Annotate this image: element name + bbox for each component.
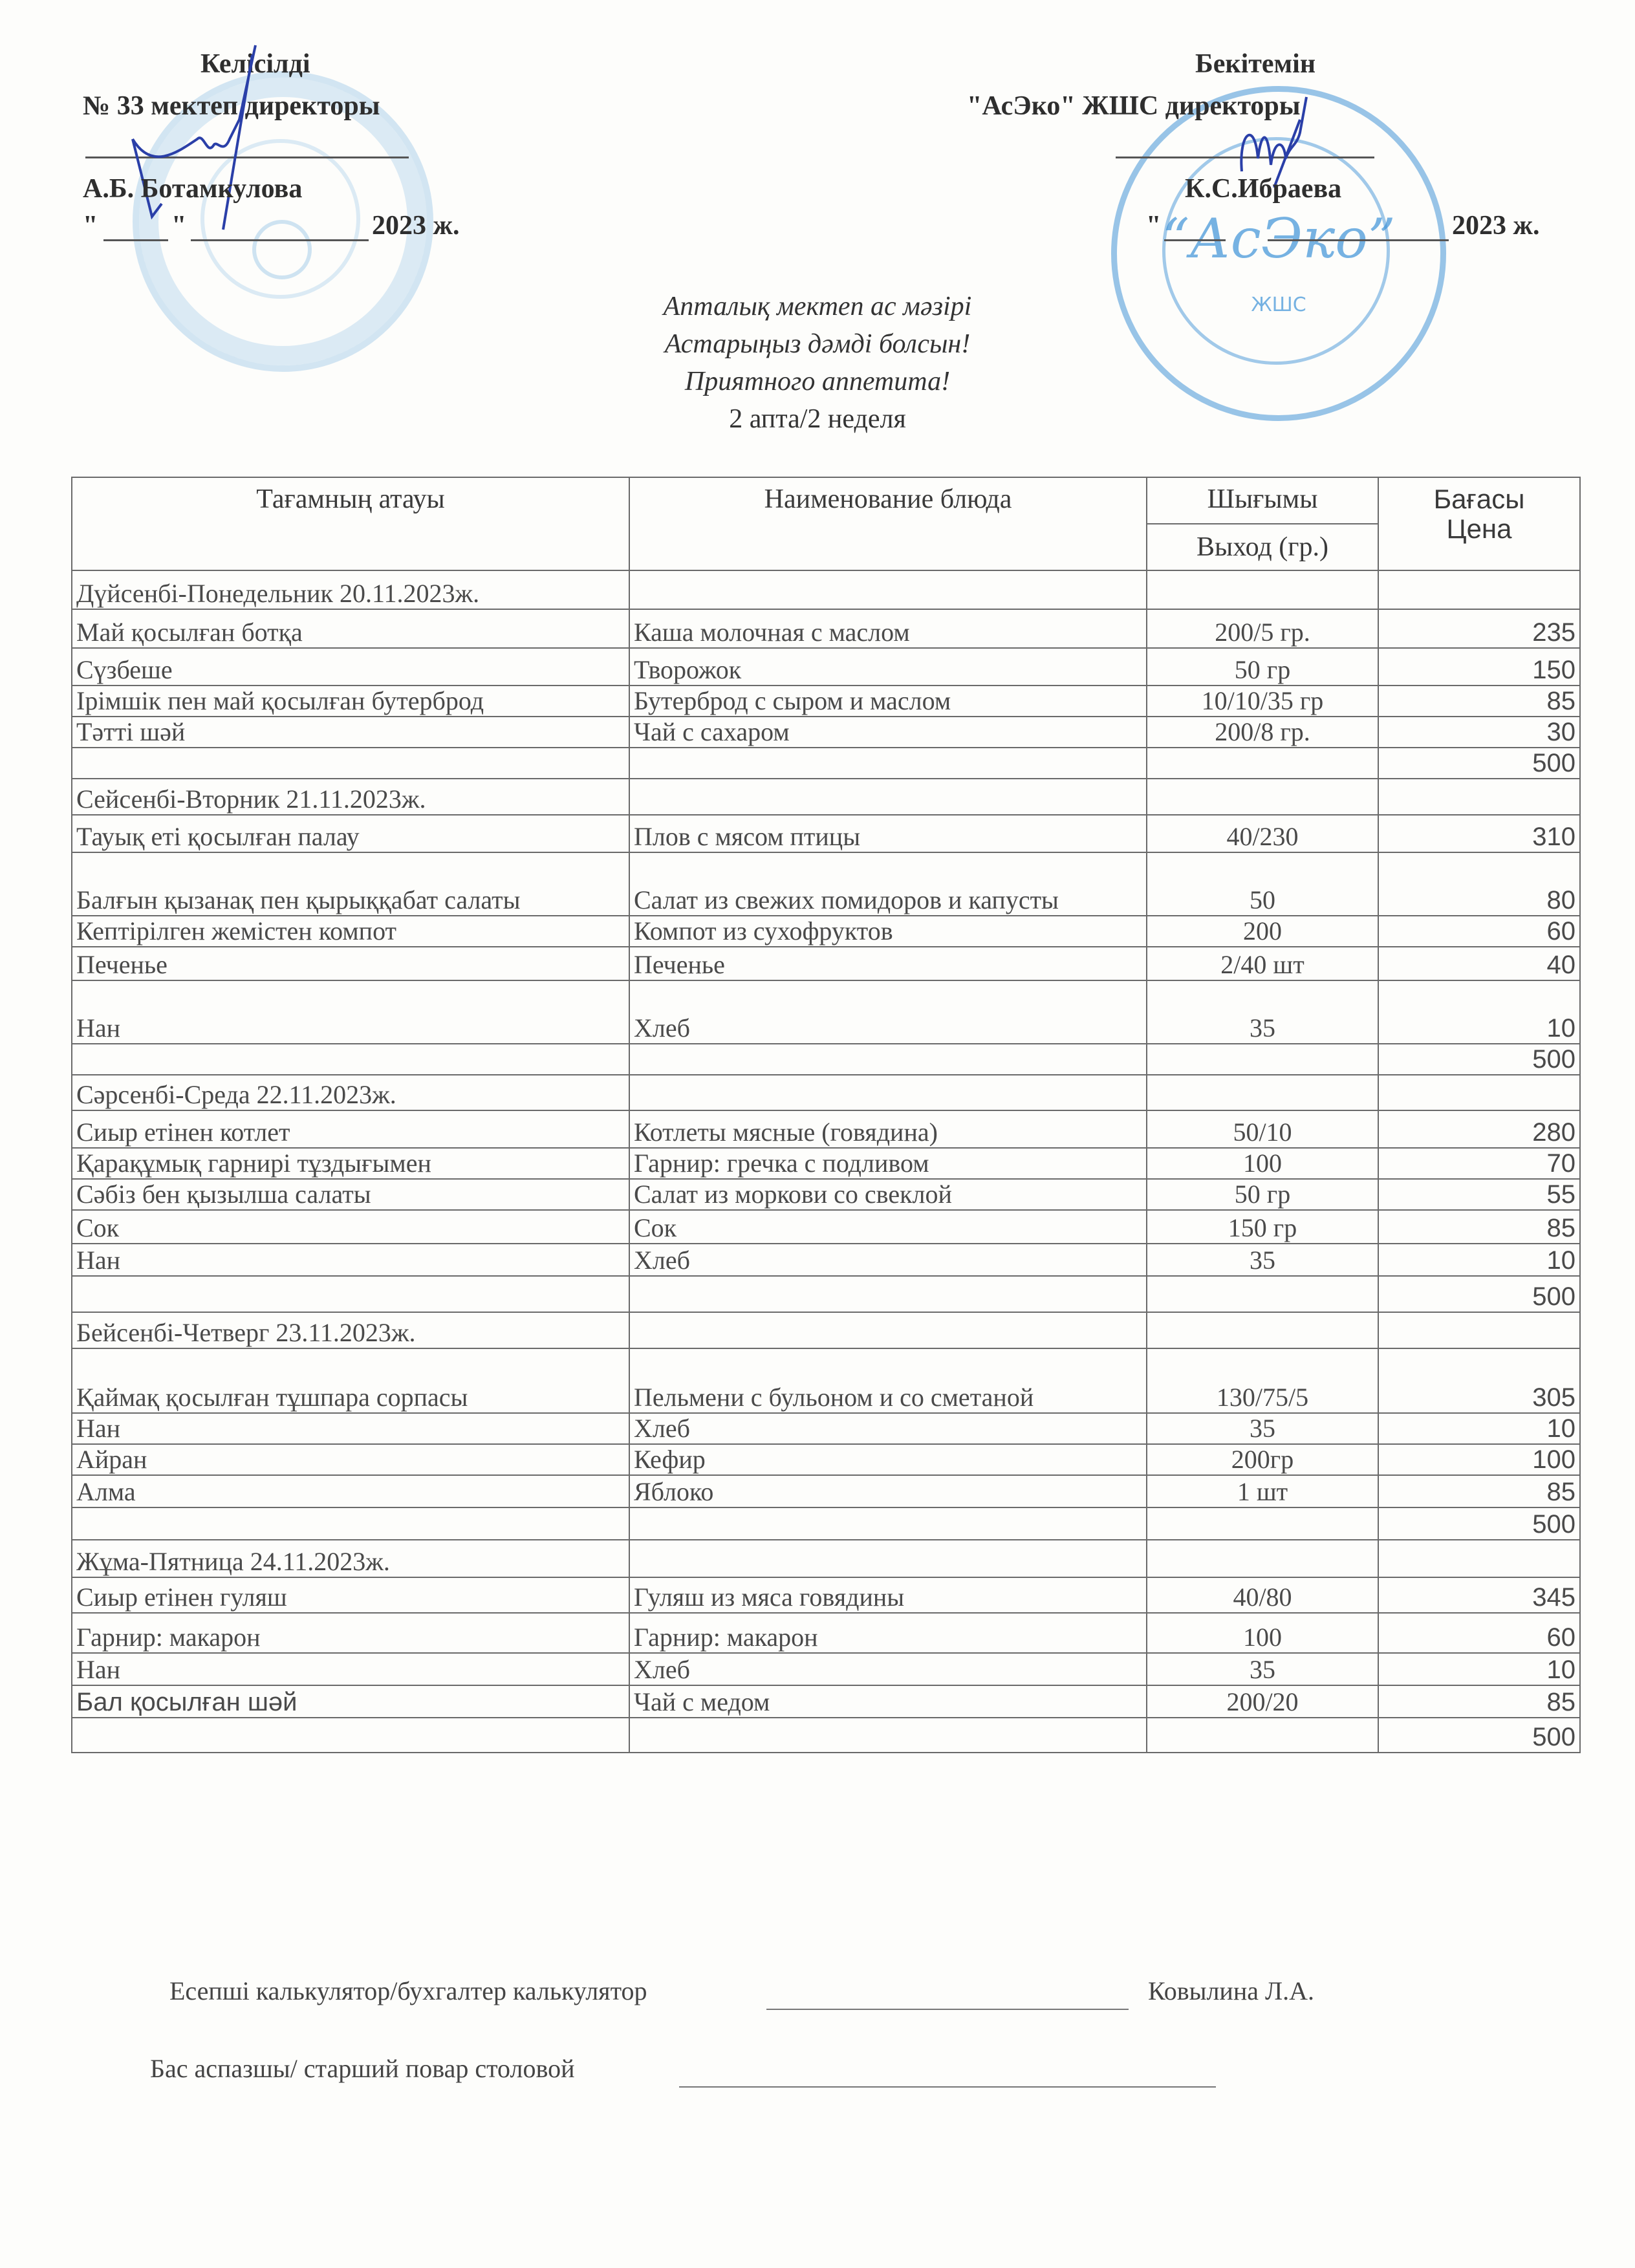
table-row	[72, 1413, 1580, 1444]
empty-cell	[629, 1312, 1147, 1348]
table-row	[72, 1475, 1580, 1507]
dish-name-kz: Қарақұмық гарнирі тұздығымен	[72, 1148, 629, 1179]
cook-signature-line	[679, 2086, 1216, 2088]
dish-yield: 50/10	[1147, 1110, 1378, 1148]
dish-yield: 200/8 гр.	[1147, 717, 1378, 748]
empty-cell	[629, 1507, 1147, 1540]
dish-price: 40	[1378, 947, 1580, 980]
menu-title	[0, 288, 1635, 438]
day-total-row	[72, 1718, 1580, 1753]
dish-name-kz: Нан	[72, 1413, 629, 1444]
dish-name-kz: Қаймақ қосылған тұшпара сорпасы	[72, 1348, 629, 1413]
dish-name-ru: Чай с сахаром	[629, 717, 1147, 748]
dish-price: 60	[1378, 916, 1580, 947]
dish-price: 345	[1378, 1577, 1580, 1613]
dish-yield: 40/80	[1147, 1577, 1378, 1613]
company-stamp-sub: ЖШС	[1251, 294, 1306, 316]
table-row	[72, 609, 1580, 648]
dish-yield: 35	[1147, 1413, 1378, 1444]
empty-cell	[72, 1507, 629, 1540]
table-row	[72, 1244, 1580, 1276]
dish-name-kz: Сиыр етінен гуляш	[72, 1577, 629, 1613]
dish-name-kz: Сиыр етінен котлет	[72, 1110, 629, 1148]
day-total-price: 500	[1378, 1276, 1580, 1312]
day-total-row	[72, 1044, 1580, 1075]
dish-price: 305	[1378, 1348, 1580, 1413]
empty-cell	[1147, 1044, 1378, 1075]
dish-name-kz: Нан	[72, 1653, 629, 1685]
approval-left-month-blank	[191, 239, 369, 241]
dish-name-kz: Бал қосылған шәй	[72, 1685, 629, 1718]
table-row	[72, 1179, 1580, 1210]
empty-cell	[629, 748, 1147, 779]
dish-name-kz: Балғын қызанақ пен қырыққабат салаты	[72, 852, 629, 916]
dish-yield: 50 гр	[1147, 648, 1378, 686]
day-total-row	[72, 1276, 1580, 1312]
accountant-label: Есепші калькулятор/бухгалтер калькулятор	[169, 1976, 647, 2005]
dish-name-kz: Сок	[72, 1210, 629, 1244]
empty-cell	[1378, 1075, 1580, 1110]
empty-cell	[629, 779, 1147, 815]
dish-name-kz: Печенье	[72, 947, 629, 980]
day-total-row	[72, 1507, 1580, 1540]
dish-yield: 200гр	[1147, 1444, 1378, 1475]
dish-name-kz: Алма	[72, 1475, 629, 1507]
approval-right-day-blank	[1164, 239, 1226, 241]
table-row	[72, 1653, 1580, 1685]
dish-yield: 35	[1147, 1653, 1378, 1685]
dish-price: 85	[1378, 1475, 1580, 1507]
dish-name-ru: Плов с мясом птицы	[629, 815, 1147, 852]
dish-name-ru: Сок	[629, 1210, 1147, 1244]
day-header-row	[72, 570, 1580, 609]
day-header-row	[72, 779, 1580, 815]
table-row	[72, 1348, 1580, 1413]
table-row	[72, 1444, 1580, 1475]
dish-name-kz: Гарнир: макарон	[72, 1613, 629, 1653]
table-row	[72, 815, 1580, 852]
dish-name-kz: Кептірілген жемістен компот	[72, 916, 629, 947]
dish-name-ru: Каша молочная с маслом	[629, 609, 1147, 648]
dish-yield: 1 шт	[1147, 1475, 1378, 1507]
table-row	[72, 1685, 1580, 1718]
dish-yield: 2/40 шт	[1147, 947, 1378, 980]
dish-name-ru: Гарнир: макарон	[629, 1613, 1147, 1653]
dish-name-ru: Творожок	[629, 648, 1147, 686]
company-stamp-brand: “АсЭко”	[1162, 207, 1396, 270]
empty-cell	[72, 1276, 629, 1312]
dish-name-ru: Гарнир: гречка с подливом	[629, 1148, 1147, 1179]
empty-cell	[1147, 1312, 1378, 1348]
approval-left-name: А.Б. Ботамкулова	[83, 174, 303, 204]
dish-name-ru: Кефир	[629, 1444, 1147, 1475]
empty-cell	[72, 1718, 629, 1753]
table-row	[72, 852, 1580, 916]
dish-price: 100	[1378, 1444, 1580, 1475]
dish-price: 30	[1378, 717, 1580, 748]
day-header-row	[72, 1075, 1580, 1110]
day-header-row	[72, 1312, 1580, 1348]
header-yield-kz: Шығымы	[1147, 477, 1378, 524]
dish-name-kz: Май қосылған ботқа	[72, 609, 629, 648]
table-row	[72, 1148, 1580, 1179]
dish-name-kz: Нан	[72, 980, 629, 1044]
dish-yield: 100	[1147, 1148, 1378, 1179]
empty-cell	[629, 1075, 1147, 1110]
dish-price: 10	[1378, 1244, 1580, 1276]
dish-name-ru: Компот из сухофруктов	[629, 916, 1147, 947]
empty-cell	[1147, 570, 1378, 609]
approval-left-day-blank	[103, 239, 168, 241]
approval-left-heading: Келісілді	[200, 49, 310, 79]
day-header-row	[72, 1540, 1580, 1577]
dish-price: 280	[1378, 1110, 1580, 1148]
dish-price: 70	[1378, 1148, 1580, 1179]
table-row	[72, 648, 1580, 686]
empty-cell	[1147, 1540, 1378, 1577]
empty-cell	[629, 1718, 1147, 1753]
dish-name-ru: Хлеб	[629, 1653, 1147, 1685]
dish-yield: 35	[1147, 1244, 1378, 1276]
day-title: Жұма-Пятница 24.11.2023ж.	[72, 1540, 629, 1577]
empty-cell	[1378, 779, 1580, 815]
dish-price: 10	[1378, 1413, 1580, 1444]
title-line-1: Апталық мектеп ас мәзірі	[663, 292, 972, 321]
dish-name-ru: Яблоко	[629, 1475, 1147, 1507]
empty-cell	[72, 748, 629, 779]
dish-name-ru: Салат из моркови со свеклой	[629, 1179, 1147, 1210]
header-price	[1378, 477, 1580, 570]
dish-yield: 50	[1147, 852, 1378, 916]
empty-cell	[1147, 1718, 1378, 1753]
menu-table	[71, 477, 1581, 1753]
header-ru-name: Наименование блюда	[629, 477, 1147, 570]
dish-price: 85	[1378, 1685, 1580, 1718]
table-row	[72, 1210, 1580, 1244]
dish-name-ru: Гуляш из мяса говядины	[629, 1577, 1147, 1613]
day-title: Сәрсенбі-Среда 22.11.2023ж.	[72, 1075, 629, 1110]
dish-name-kz: Сүзбеше	[72, 648, 629, 686]
title-line-3: Приятного аппетита!	[684, 367, 951, 396]
header-yield-ru: Выход (гр.)	[1147, 524, 1378, 570]
dish-price: 10	[1378, 1653, 1580, 1685]
dish-name-ru: Хлеб	[629, 1413, 1147, 1444]
dish-yield: 100	[1147, 1613, 1378, 1653]
empty-cell	[629, 1276, 1147, 1312]
approval-right-date-open-quote: "	[1146, 211, 1162, 241]
approval-right-year: 2023 ж.	[1452, 211, 1540, 241]
empty-cell	[1147, 1276, 1378, 1312]
dish-name-kz: Сәбіз бен қызылша салаты	[72, 1179, 629, 1210]
day-title: Бейсенбі-Четверг 23.11.2023ж.	[72, 1312, 629, 1348]
accountant-signature-line	[766, 2009, 1129, 2010]
dish-yield: 10/10/35 гр	[1147, 686, 1378, 717]
dish-price: 80	[1378, 852, 1580, 916]
dish-price: 10	[1378, 980, 1580, 1044]
title-line-2: Астарыңыз дәмді болсын!	[664, 329, 971, 359]
empty-cell	[1378, 1540, 1580, 1577]
approval-right-heading: Бекітемін	[1195, 49, 1316, 79]
table-row	[72, 1577, 1580, 1613]
day-total-row	[72, 748, 1580, 779]
dish-name-kz: Нан	[72, 1244, 629, 1276]
empty-cell	[629, 1044, 1147, 1075]
approval-right-position: "АсЭко" ЖШС директоры	[967, 91, 1301, 121]
dish-name-ru: Печенье	[629, 947, 1147, 980]
day-total-price: 500	[1378, 748, 1580, 779]
dish-price: 55	[1378, 1179, 1580, 1210]
table-row	[72, 1110, 1580, 1148]
dish-name-kz: Ірімшік пен май қосылған бутерброд	[72, 686, 629, 717]
dish-name-ru: Котлеты мясные (говядина)	[629, 1110, 1147, 1148]
table-row	[72, 947, 1580, 980]
day-title: Сейсенбі-Вторник 21.11.2023ж.	[72, 779, 629, 815]
empty-cell	[629, 570, 1147, 609]
dish-name-ru: Пельмени с бульоном и со сметаной	[629, 1348, 1147, 1413]
empty-cell	[629, 1540, 1147, 1577]
approval-left-date-open-quote: "	[83, 211, 98, 241]
header-price-kz: Бағасы	[1433, 484, 1525, 514]
approval-left-signature	[126, 42, 294, 236]
approval-right-month-blank	[1268, 239, 1449, 241]
dish-name-ru: Бутерброд с сыром и маслом	[629, 686, 1147, 717]
dish-yield: 200/5 гр.	[1147, 609, 1378, 648]
day-total-price: 500	[1378, 1718, 1580, 1753]
dish-name-ru: Хлеб	[629, 1244, 1147, 1276]
dish-name-kz: Айран	[72, 1444, 629, 1475]
dish-yield: 200/20	[1147, 1685, 1378, 1718]
dish-yield: 200	[1147, 916, 1378, 947]
table-row	[72, 916, 1580, 947]
dish-yield: 35	[1147, 980, 1378, 1044]
dish-name-ru: Хлеб	[629, 980, 1147, 1044]
header-price-ru: Цена	[1446, 513, 1512, 544]
dish-name-kz: Тауық еті қосылған палау	[72, 815, 629, 852]
table-row	[72, 686, 1580, 717]
approval-left-position: № 33 мектеп директоры	[83, 91, 380, 121]
dish-yield: 150 гр	[1147, 1210, 1378, 1244]
dish-name-ru: Салат из свежих помидоров и капусты	[629, 852, 1147, 916]
table-row	[72, 980, 1580, 1044]
dish-name-ru: Чай с медом	[629, 1685, 1147, 1718]
day-total-price: 500	[1378, 1044, 1580, 1075]
dish-price: 60	[1378, 1613, 1580, 1653]
cook-label: Бас аспазшы/ старший повар столовой	[150, 2054, 575, 2083]
day-title: Дүйсенбі-Понедельник 20.11.2023ж.	[72, 570, 629, 609]
dish-price: 85	[1378, 1210, 1580, 1244]
empty-cell	[1378, 570, 1580, 609]
empty-cell	[72, 1044, 629, 1075]
empty-cell	[1378, 1312, 1580, 1348]
approval-left-date-close-quote: "	[171, 211, 187, 241]
empty-cell	[1147, 1507, 1378, 1540]
accountant-name: Ковылина Л.А.	[1148, 1976, 1314, 2005]
table-row	[72, 1613, 1580, 1653]
dish-price: 235	[1378, 609, 1580, 648]
dish-yield: 40/230	[1147, 815, 1378, 852]
day-total-price: 500	[1378, 1507, 1580, 1540]
empty-cell	[1147, 1075, 1378, 1110]
header-kz-name: Тағамның атауы	[72, 477, 629, 570]
approval-left-year: 2023 ж.	[372, 211, 460, 241]
empty-cell	[1147, 779, 1378, 815]
approval-right-name: К.С.Ибраева	[1185, 174, 1342, 204]
dish-name-kz: Тәтті шәй	[72, 717, 629, 748]
title-line-4: 2 апта/2 неделя	[729, 404, 906, 434]
dish-price: 85	[1378, 686, 1580, 717]
dish-price: 150	[1378, 648, 1580, 686]
empty-cell	[1147, 748, 1378, 779]
dish-yield: 50 гр	[1147, 1179, 1378, 1210]
table-row	[72, 717, 1580, 748]
dish-price: 310	[1378, 815, 1580, 852]
dish-yield: 130/75/5	[1147, 1348, 1378, 1413]
